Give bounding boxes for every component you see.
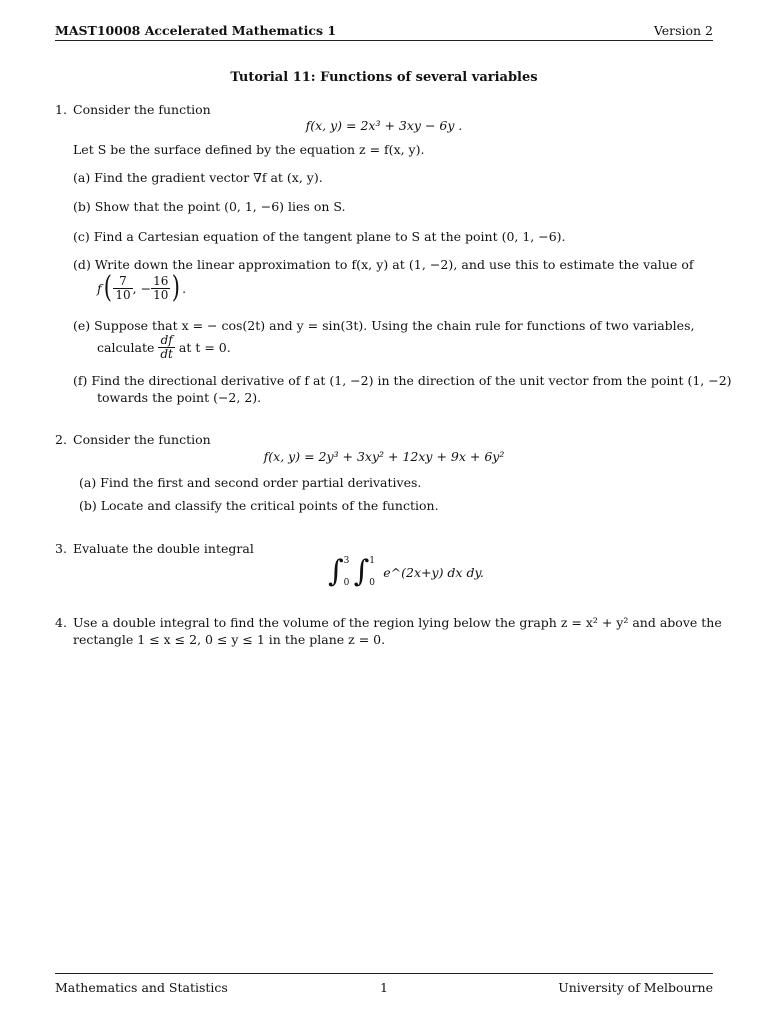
right-paren: ) xyxy=(172,270,181,305)
footer-department: Mathematics and Statistics xyxy=(55,980,228,995)
q1-d-frac2-num: 16 xyxy=(153,273,169,288)
q1-part-e-line1: (e) Suppose that x = − cos(2t) and y = sin(3t). Using the chain rule for functions of two variables, xyxy=(73,318,695,333)
q1-part-a: (a) Find the gradient vector ∇f at (x, y). xyxy=(73,170,323,185)
q4-line2: rectangle 1 ≤ x ≤ 2, 0 ≤ y ≤ 1 in the plane z = 0. xyxy=(73,632,386,647)
q1-d-f: f xyxy=(97,280,102,296)
q1-e-frac-num: df xyxy=(158,334,175,348)
q1-equation: f(x, y) = 2x³ + 3xy − 6y . xyxy=(305,118,463,133)
q1-part-c: (c) Find a Cartesian equation of the tangent plane to S at the point (0, 1, −6). xyxy=(73,229,566,244)
q1-surface: Let S be the surface defined by the equation z = f(x, y). xyxy=(73,142,425,157)
outer-lower: 0 xyxy=(343,578,350,588)
q1-part-d-expression xyxy=(97,271,186,305)
integral-sign-inner: ∫ xyxy=(353,554,370,589)
course-title: MAST10008 Accelerated Mathematics 1 xyxy=(55,23,337,38)
q3-intro: Evaluate the double integral xyxy=(73,541,254,556)
version-label: Version 2 xyxy=(653,23,713,38)
q3-number: 3. xyxy=(55,541,67,556)
q2-part-a: (a) Find the first and second order partial derivatives. xyxy=(79,475,422,490)
outer-upper: 3 xyxy=(343,556,350,566)
inner-lower: 0 xyxy=(369,578,376,588)
q1-number: 1. xyxy=(55,102,67,117)
header-rule xyxy=(55,40,713,41)
q1-e-at: at t = 0. xyxy=(178,339,231,355)
q1-e-frac xyxy=(158,334,175,361)
q1-d-frac1 xyxy=(113,275,132,302)
q1-part-d-line1: (d) Write down the linear approximation to f(x, y) at (1, −2), and use this to estimate the value of xyxy=(73,257,694,272)
q2-part-b: (b) Locate and classify the critical points of the function. xyxy=(79,498,439,513)
q1-d-sep: , − xyxy=(132,280,152,296)
q1-e-frac-den: dt xyxy=(160,346,173,361)
q1-e-calc: calculate xyxy=(97,339,155,355)
footer-university: University of Melbourne xyxy=(558,980,713,995)
q1-d-frac2 xyxy=(151,275,170,302)
q1-d-frac2-den: 10 xyxy=(153,287,169,302)
q1-intro: Consider the function xyxy=(73,102,211,117)
inner-limits xyxy=(369,550,379,594)
q1-d-end: . xyxy=(182,280,187,296)
q3-integral xyxy=(328,552,484,592)
q4-line1: Use a double integral to find the volume of the region lying below the graph z = x² + y² and above the xyxy=(73,615,722,630)
q1-d-frac1-den: 10 xyxy=(115,287,131,302)
q1-d-frac1-num: 7 xyxy=(113,275,132,289)
page-number: 1 xyxy=(380,980,388,995)
q1-part-f-line1: (f) Find the directional derivative of f at (1, −2) in the direction of the unit vector from the point (1, −2) xyxy=(73,373,732,388)
q1-part-b: (b) Show that the point (0, 1, −6) lies on S. xyxy=(73,199,346,214)
inner-upper: 1 xyxy=(369,556,376,566)
q1-part-f-line2: towards the point (−2, 2). xyxy=(97,390,262,405)
q2-intro: Consider the function xyxy=(73,432,211,447)
left-paren: ( xyxy=(103,270,112,305)
page-title: Tutorial 11: Functions of several variables xyxy=(230,70,538,85)
outer-limits xyxy=(344,550,354,594)
footer-rule xyxy=(55,973,713,974)
q2-number: 2. xyxy=(55,432,67,447)
q2-equation: f(x, y) = 2y³ + 3xy² + 12xy + 9x + 6y² xyxy=(263,449,505,464)
q1-part-e-line2 xyxy=(97,332,231,362)
q3-integrand: e^(2x+y) dx dy. xyxy=(383,564,484,580)
q4-number: 4. xyxy=(55,615,67,630)
integral-sign-outer: ∫ xyxy=(328,554,344,589)
